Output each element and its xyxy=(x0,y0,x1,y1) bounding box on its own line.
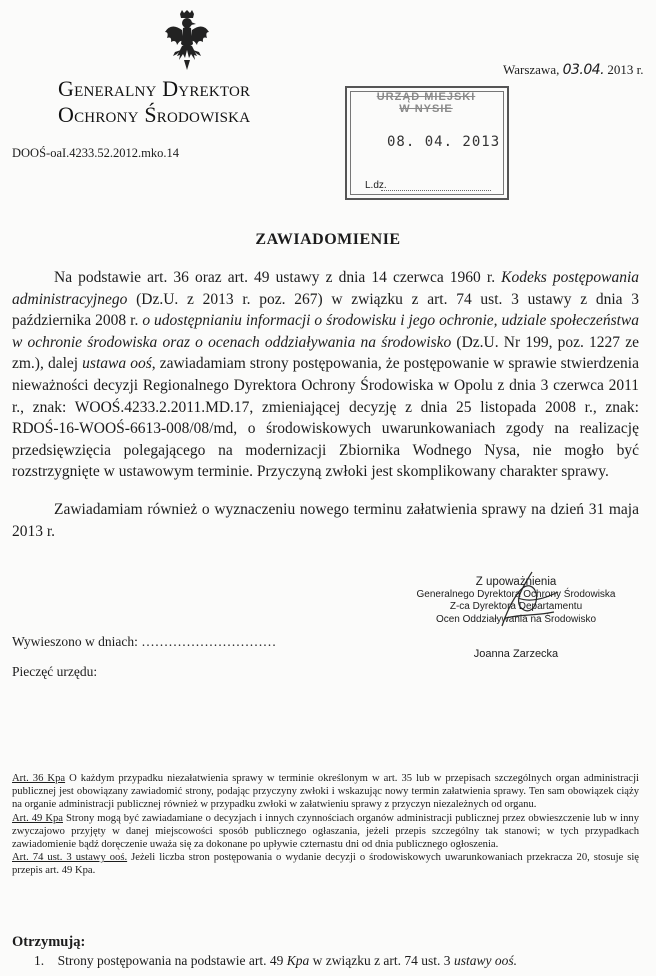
p1-italic-3: ustawa ooś xyxy=(82,355,152,373)
receipt-stamp xyxy=(345,86,509,200)
recipient-italic-2: ustawy ooś. xyxy=(453,953,517,968)
notice-paragraph-1 xyxy=(12,267,639,483)
recipients-heading: Otrzymują: xyxy=(12,934,86,950)
notice-paragraph-2: Zawiadamiam również o wyznaczeniu nowego terminu załatwienia sprawy na dzień 31 maja 2013 r. xyxy=(12,500,639,540)
authority-name-line2: Ochrony Środowiska xyxy=(58,102,251,127)
signature-line: Z-ca Dyrektora Departamentu xyxy=(449,601,583,612)
footnote-item xyxy=(12,851,639,877)
place-date-suffix: 2013 r. xyxy=(607,62,644,77)
place-date-prefix: Warszawa, xyxy=(503,62,560,77)
stamp-entry-label: L.dz. xyxy=(365,180,387,191)
stamp-header xyxy=(361,91,491,115)
signature-line: Generalnego Dyrektora Ochrony Środowiska xyxy=(416,588,616,600)
notice-body xyxy=(12,267,639,542)
handwritten-date: 03.04. xyxy=(562,62,605,78)
stamp-date: 08. 04. 2013 xyxy=(387,134,501,150)
stamp-entry-line xyxy=(381,190,491,191)
signature-block xyxy=(408,576,624,661)
footnote-ref: Art. 36 Kpa xyxy=(12,773,66,784)
recipient-text-2: w związku z art. 74 ust. 3 xyxy=(309,953,454,968)
p1-text-2: (Dz.U. z 2013 r. poz. 267) w związku z art. 74 ust. 3 ustawy z dnia 3 października 2008 r. xyxy=(12,290,639,330)
recipient-item xyxy=(34,953,517,969)
case-reference: DOOŚ-oaI.4233.52.2012.mko.14 xyxy=(12,146,180,160)
footnote-ref: Art. 74 ust. 3 ustawy ooś. xyxy=(12,852,128,864)
office-seal-field: Pieczęć urzędu: xyxy=(12,664,98,679)
footnote-ref: Art. 49 Kpa xyxy=(12,812,63,824)
footnote-item xyxy=(12,772,639,812)
authority-name-line1: Generalny Dyrektor xyxy=(58,76,251,101)
footnote-item xyxy=(12,812,639,852)
signatory-name: Joanna Zarzecka xyxy=(473,648,559,660)
footnote-text: O każdym przypadku niezałatwienia sprawy w terminie określonym w art. 35 lub w przepisach szczególnych organ administracji publicznej jest obowiązany zawiadomić strony, podając przyczyny zwłoki i wskazując nowy termin załatwienia sprawy. Ten sam obowiązek ciąży na organie administracji publicznej również w przypadku zwłoki w załatwieniu sprawy z przyczyn niezależnych od organu. xyxy=(12,773,639,811)
p1-italic-1: Kodeks postępowania administracyjnego xyxy=(12,269,640,308)
document-title: ZAWIADOMIENIE xyxy=(255,231,401,248)
recipient-italic-1: Kpa xyxy=(286,953,310,968)
footnote-text: Strony mogą być zawiadamiane o decyzjach i innych czynnościach organów administracji publicznej przez obwieszczenie lub w inny zwyczajowo przyjęty w danej miejscowości sposób publicznego ogłaszania, jeżeli przepis szczególny tak stanowi; w tych przypadkach zawiadomienie bądź doręczenie uważa się za dokonane po upływie czternastu dni od dnia publicznego ogłoszenia. xyxy=(12,812,639,851)
posted-dates-field: Wywieszono w dniach: ………………………… xyxy=(12,634,277,649)
p1-text-3: (Dz.U. Nr 199, poz. 1227 ze zm.), dalej xyxy=(12,333,639,373)
recipient-text: Strony postępowania na podstawie art. 49 xyxy=(57,953,287,968)
p1-text-4: , zawiadamiam strony postępowania, że postępowanie w sprawie stwierdzenia nieważności decyzji Regionalnego Dyrektora Ochrony Środowiska w Opolu z dnia 3 czerwca 2011 r., znak: WOOŚ.4233.2.2011.MD.17, zmieniającej decyzję z dnia 25 listopada 2008 r., znak: RDOŚ-16-WOOŚ-6613-008/08/md, o środowiskowych uwarunkowaniach zgody na realizację przedsięwzięcia polegającego na modernizacji Zbiornika Wodnego Nysa, nie mogło być rozstrzygnięte w ustawowym terminie. Przyczyną zwłoki jest skomplikowany charakter sprawy. xyxy=(12,355,639,481)
signature-line: Z upoważnienia xyxy=(475,576,557,588)
stamp-header-line: W NYSIE xyxy=(399,103,453,115)
footnote-text: Jeżeli liczba stron postępowania o wydanie decyzji o środowiskowych uwarunkowaniach przekracza 20, stosuje się przepis art. 49 Kpa. xyxy=(12,852,639,877)
polish-eagle-emblem-icon xyxy=(163,10,211,72)
legal-footnotes xyxy=(12,772,639,878)
stamp-header-line: URZĄD MIEJSKI xyxy=(376,91,476,103)
signature-line: Ocen Oddziaływania na Środowisko xyxy=(435,613,597,625)
place-date xyxy=(503,62,644,78)
recipient-number: 1. xyxy=(34,953,45,968)
p1-italic-2: o udostępnianiu informacji o środowisku i jego ochronie, udziale społeczeństwa w ochronie środowiska oraz o ocenach oddziaływania na środowisko xyxy=(12,312,639,351)
authority-name xyxy=(58,76,328,128)
p1-text-1: Na podstawie art. 36 oraz art. 49 ustawy z dnia 14 czerwca 1960 r. xyxy=(54,269,502,286)
